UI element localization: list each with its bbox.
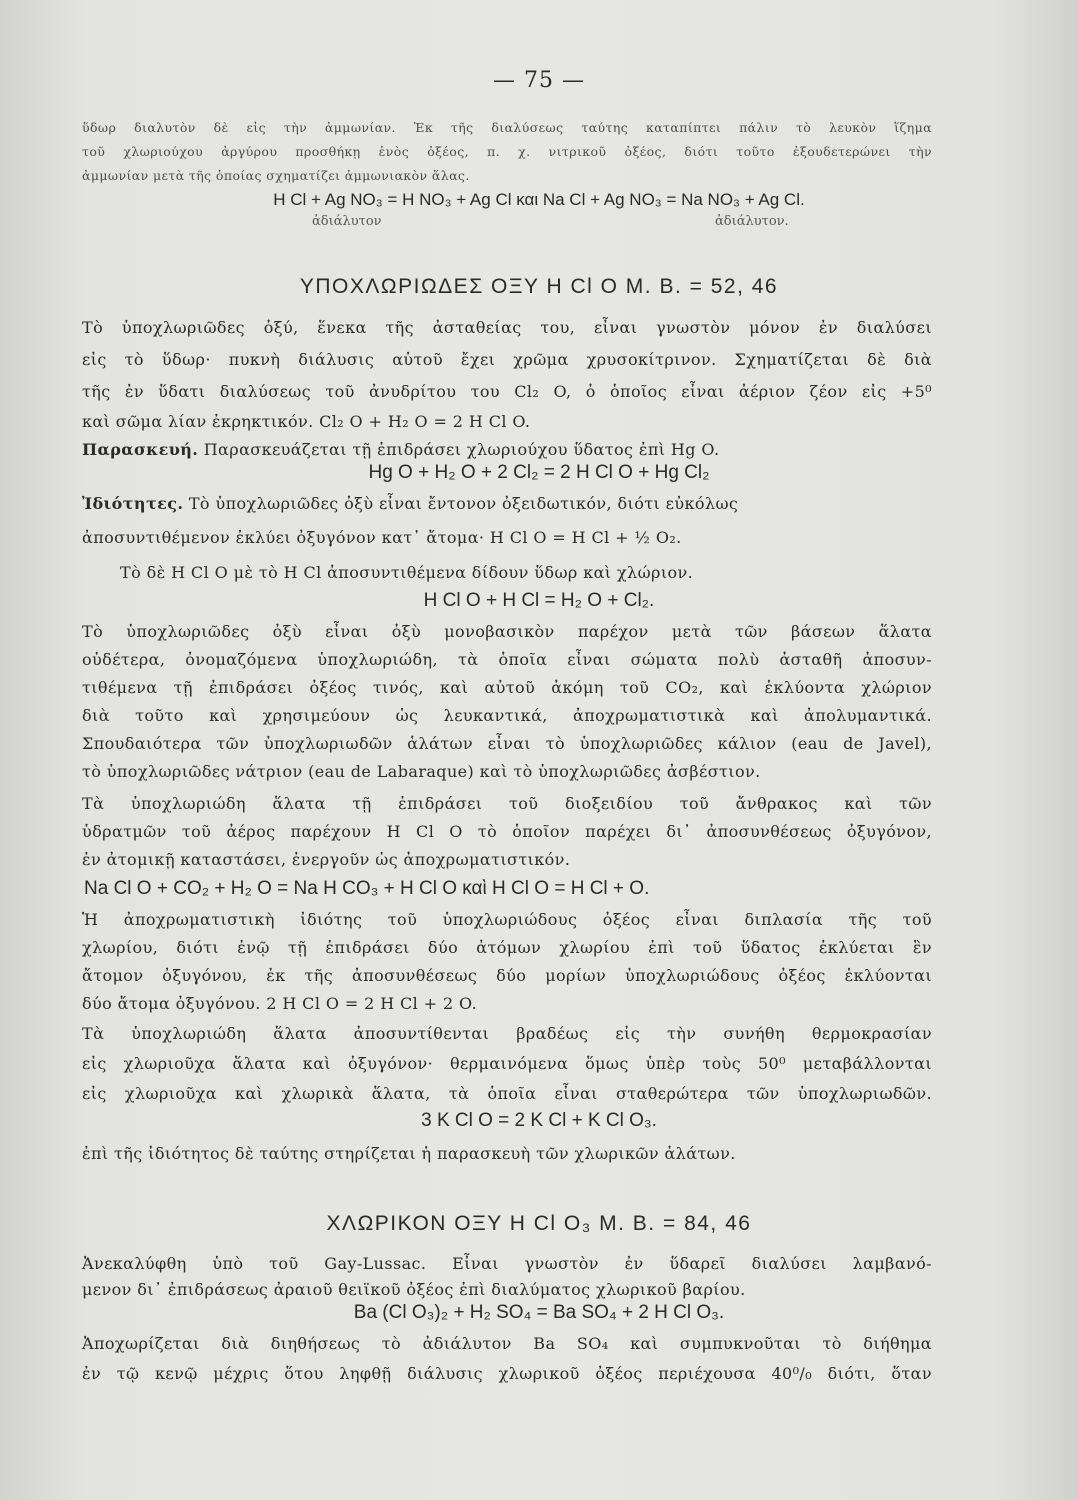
text-line: μενον δι᾽ ἐπιδράσεως ἀραιοῦ θειϊκοῦ ὀξέος ἐπὶ διαλύματος χλωρικοῦ βαρίου.	[82, 1280, 746, 1299]
text-line: ὕδωρ διαλυτὸν δὲ εἰς τὴν ἀμμωνίαν. Ἐκ τῆς διαλύσεως ταύτης καταπίπτει πάλιν τὸ λευκὸν ἵζημα	[82, 120, 932, 135]
text-line: διὰ τοῦτο καὶ χρησιμεύουν ὡς λευκαντικά, ἀποχρωματιστικὰ καὶ ἀπολυμαντικά.	[82, 706, 932, 725]
text-line: Τὰ ὑποχλωριώδη ἅλατα τῇ ἐπιδράσει τοῦ διοξειδίου τοῦ ἄνθρακος καὶ τῶν	[82, 794, 932, 813]
properties-line	[82, 494, 932, 513]
preparation-text: Παρασκευάζεται τῇ ἐπιδράσει χλωριούχου ὕδατος ἐπὶ Hg O.	[203, 440, 720, 459]
section-heading-hclo: ΥΠΟΧΛΩΡΙΩΔΕΣ ΟΞΥ H Cl O M. B. = 52, 46	[299, 275, 779, 298]
formula-ba: Ba (Cl O₃)₂ + H₂ SO₄ = Ba SO₄ + 2 H Cl O₃.	[353, 1302, 725, 1323]
text-line: Τὸ ὑποχλωριῶδες ὀξὺ εἶναι ὀξὺ μονοβασικὸν παρέχον μετὰ τῶν βάσεων ἅλατα	[82, 622, 932, 641]
note-insoluble: ἀδιάλυτον	[312, 214, 382, 229]
text-line: ὑδρατμῶν τοῦ ἀέρος παρέχουν H Cl O τὸ ὁποῖον παρέχει δι᾽ ἀποσυνθέσεως ὀξυγόνον,	[82, 822, 932, 841]
note-insoluble: ἀδιάλυτον.	[715, 214, 789, 229]
properties-text: Τὸ ὑποχλωριῶδες ὀξὺ εἶναι ἔντονον ὀξειδωτικόν, διότι εὐκόλως	[188, 494, 739, 513]
formula-kclo: 3 K Cl O = 2 K Cl + K Cl O₃.	[421, 1110, 657, 1131]
properties-label: Ἰδιότητες.	[82, 494, 184, 513]
text-line: Τὰ ὑποχλωριώδη ἅλατα ἀποσυντίθενται βραδέως εἰς τὴν συνήθη θερμοκρασίαν	[82, 1024, 932, 1043]
text-line: Τὸ ὑποχλωριῶδες ὀξύ, ἕνεκα τῆς ἀσταθείας του, εἶναι γνωστὸν μόνον ἐν διαλύσει	[82, 318, 932, 337]
text-line: Ἡ ἀποχρωματιστικὴ ἰδιότης τοῦ ὑποχλωριώδους ὀξέος εἶναι διπλασία τῆς τοῦ	[82, 910, 932, 929]
text-line: Ἀποχωρίζεται διὰ διηθήσεως τὸ ἀδιάλυτον Ba SO₄ καὶ συμπυκνοῦται τὸ διήθημα	[82, 1334, 932, 1353]
section-heading-hclo3: ΧΛΩΡΙΚΟΝ ΟΞΥ H Cl O₃ M. B. = 84, 46	[326, 1212, 752, 1235]
text-line: Σπουδαιότερα τῶν ὑποχλωριωδῶν ἁλάτων εἶναι τὸ ὑποχλωριῶδες κάλιον (eau de Javel),	[82, 734, 932, 753]
text-line: τὸ ὑποχλωριῶδες νάτριον (eau de Labaraque) καὶ τὸ ὑποχλωριῶδες ἀσβέστιον.	[82, 762, 761, 781]
text-line: τῆς ἐν ὕδατι διαλύσεως τοῦ ἀνυδρίτου του Cl₂ O, ὁ ὁποῖος εἶναι ἀέριον ζέον εἰς +5⁰	[82, 382, 932, 401]
page-number: — 75 —	[493, 68, 585, 93]
text-line: Τὸ δὲ H Cl O μὲ τὸ H Cl ἀποσυντιθέμενα δίδουν ὕδωρ καὶ χλώριον.	[120, 563, 694, 582]
preparation-label: Παρασκευή.	[82, 440, 199, 459]
text-line: ἄτομον ὀξυγόνου, ἐκ τῆς ἀποσυνθέσεως δύο μορίων ὑποχλωριώδους ὀξέος ἐκλύονται	[82, 966, 932, 985]
text-line: εἰς χλωριοῦχα καὶ χλωρικὰ ἅλατα, τὰ ὁποῖα εἶναι σταθερώτερα τῶν ὑποχλωριωδῶν.	[82, 1084, 932, 1103]
text-line: ἀμμωνίαν μετὰ τῆς ὁποίας σχηματίζει ἀμμωνιακὸν ἅλας.	[82, 168, 470, 183]
text-line: καὶ σῶμα λίαν ἐκρηκτικόν. Cl₂ O + H₂ O = 2 H Cl O.	[82, 412, 531, 431]
text-line: δύο ἄτομα ὀξυγόνου. 2 H Cl O = 2 H Cl + 2 O.	[82, 994, 478, 1013]
text-line: οὐδέτερα, ὀνομαζόμενα ὑποχλωριώδη, τὰ ὁποῖα εἶναι σώματα πολὺ ἀσταθῆ ἀποσυν-	[82, 650, 932, 669]
text-line: ἐν ἀτομικῇ καταστάσει, ἐνεργοῦν ὡς ἀποχρωματιστικόν.	[82, 850, 571, 869]
formula-naclo: Na Cl O + CO₂ + H₂ O = Na H CO₃ + H Cl O καὶ H Cl O = H Cl + O.	[84, 878, 650, 899]
text-line: Ἀνεκαλύφθη ὑπὸ τοῦ Gay-Lussac. Εἶναι γνωστὸν ἐν ὕδαρεῖ διαλύσει λαμβανό-	[82, 1254, 932, 1273]
text-line: χλωρίου, διότι ἐνῷ τῇ ἐπιδράσει δύο ἀτόμων χλωρίου ἐπὶ τοῦ ὕδατος ἐκλύεται ἓν	[82, 938, 932, 957]
text-line: εἰς τὸ ὕδωρ· πυκνὴ διάλυσις αὐτοῦ ἔχει χρῶμα χρυσοκίτρινον. Σχηματίζεται δὲ διὰ	[82, 350, 932, 369]
text-line: ἐν τῷ κενῷ μέχρις ὅτου ληφθῇ διάλυσις χλωρικοῦ ὀξέος περιέχουσα 40⁰/₀ διότι, ὅταν	[82, 1364, 932, 1383]
formula-hgo: Hg O + H₂ O + 2 Cl₂ = 2 H Cl O + Hg Cl₂	[368, 462, 710, 483]
formula-agcl: H Cl + Ag NO₃ = H NO₃ + Ag Cl και Na Cl + Ag NO₃ = Na NO₃ + Ag Cl.	[273, 190, 805, 209]
text-line: ἀποσυντιθέμενον ἐκλύει ὀξυγόνον κατ᾽ ἄτομα· H Cl O = H Cl + ½ O₂.	[82, 528, 682, 547]
text-line: τιθέμενα τῇ ἐπιδράσει ὀξέος τινός, καὶ αὐτοῦ ἀκόμη τοῦ CO₂, καὶ ἐκλύοντα χλώριον	[82, 678, 932, 697]
preparation-line	[82, 440, 932, 459]
text-line: τοῦ χλωριούχου ἀργύρου προσθήκῃ ἑνὸς ὀξέος, π. χ. νιτρικοῦ ὀξέος, διότι τοῦτο ἐξουδετερώνει τὴν	[82, 144, 932, 159]
text-line: ἐπὶ τῆς ἰδιότητος δὲ ταύτης στηρίζεται ἡ παρασκευὴ τῶν χλωρικῶν ἁλάτων.	[82, 1144, 736, 1163]
formula-cl2: H Cl O + H Cl = H₂ O + Cl₂.	[423, 590, 655, 611]
text-line: εἰς χλωριοῦχα ἅλατα καὶ ὀξυγόνον· θερμαινόμενα ὅμως ὑπὲρ τοὺς 50⁰ μεταβάλλονται	[82, 1054, 932, 1073]
